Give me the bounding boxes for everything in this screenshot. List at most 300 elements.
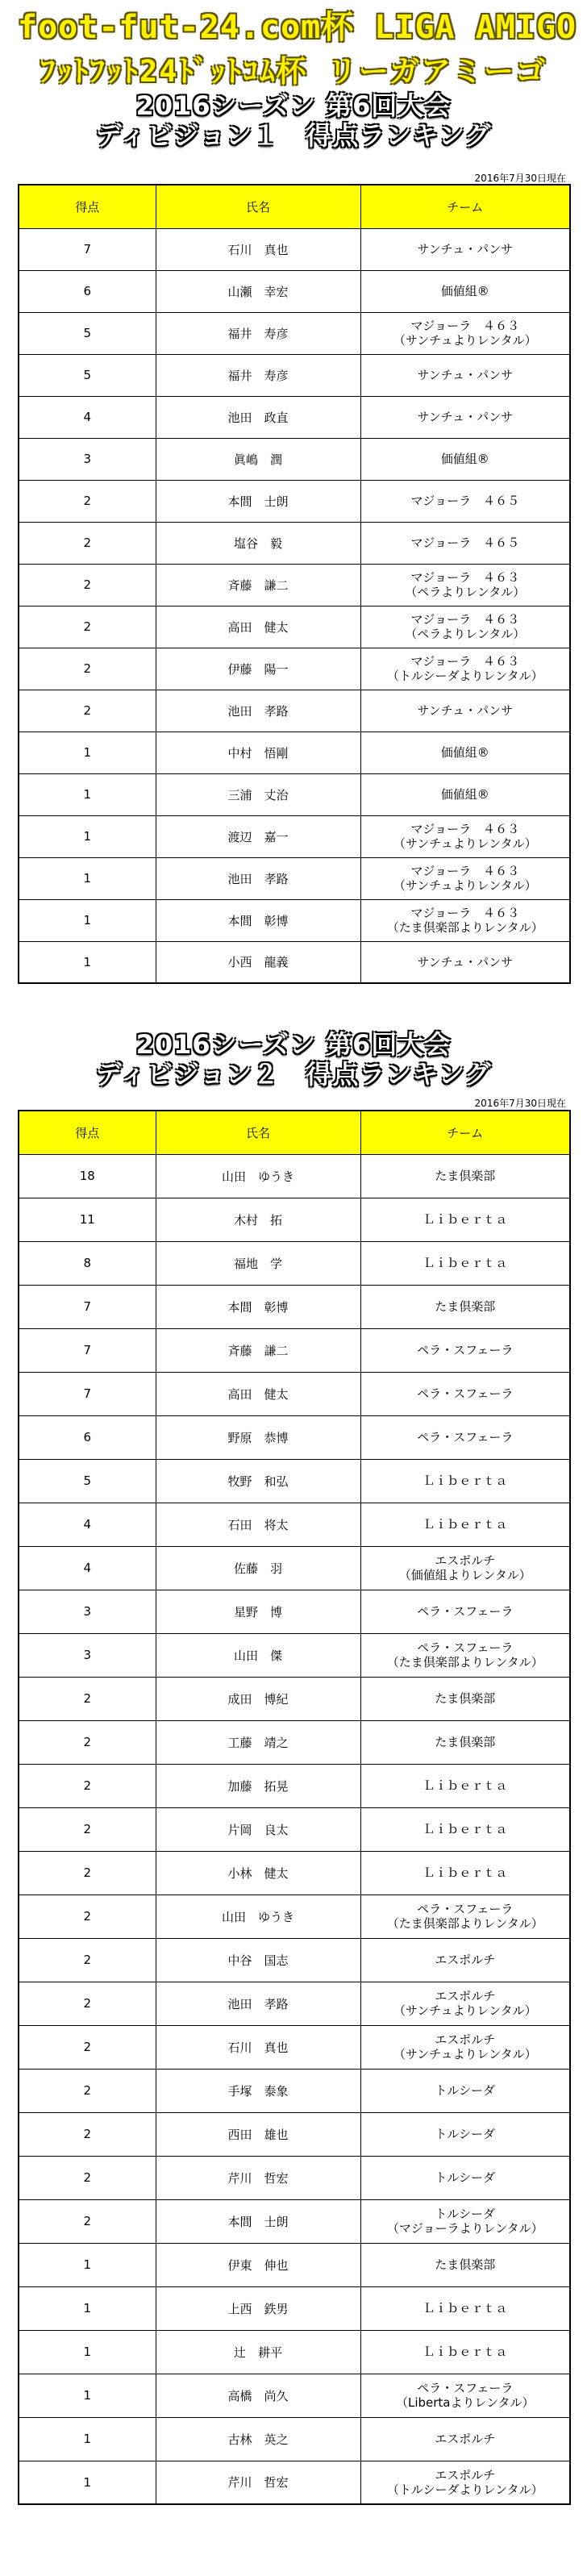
name-cell-text: 加藤 拓晃: [227, 1778, 289, 1794]
name-cell-text: 本間 彰博: [227, 1299, 289, 1315]
table-row: [19, 522, 570, 564]
team-cell: [360, 2025, 570, 2069]
name-cell: [156, 1807, 360, 1851]
team-cell-text: マジョーラ ４６３: [410, 612, 520, 627]
name-cell-text: 三浦 丈治: [227, 787, 289, 802]
team-cell: [360, 1241, 570, 1285]
name-cell: [156, 1982, 360, 2025]
name-cell-text: 池田 政直: [227, 410, 289, 425]
team-cell-text: エスポルチ: [435, 1989, 496, 2003]
team-cell: [360, 2199, 570, 2243]
points-cell-text: 2: [83, 1822, 92, 1836]
div2-table-body: [19, 1154, 570, 2504]
team-cell-text: エスポルチ: [435, 1953, 496, 1967]
team-cell-text: トルシーダ: [435, 2207, 496, 2221]
points-cell-text: 1: [83, 745, 92, 760]
name-cell: [156, 438, 360, 480]
table-row: [19, 1590, 570, 1633]
points-cell: [19, 1807, 156, 1851]
div2-title-ranking: ディビジョン２ 得点ランキング: [95, 1059, 492, 1090]
table-row: [19, 2286, 570, 2330]
team-cell-text: （価値組よりレンタル）: [398, 1568, 531, 1582]
points-cell-text: 1: [83, 913, 92, 927]
div2-title-season: 2016シーズン 第6回大会: [135, 1029, 452, 1060]
points-cell: [19, 2112, 156, 2156]
team-cell-text: たま倶楽部: [435, 1735, 496, 1749]
banner-title-kana: ﾌｯﾄﾌｯﾄ24ﾄﾞｯﾄｺﾑ杯 リーガアミーゴ: [40, 54, 547, 89]
name-cell-text: 星野 博: [233, 1604, 282, 1619]
team-cell: [360, 2156, 570, 2199]
points-cell: [19, 1285, 156, 1328]
points-cell: [19, 1459, 156, 1503]
points-cell-text: 2: [83, 661, 92, 676]
points-cell-text: 1: [83, 2301, 92, 2315]
table-row: [19, 815, 570, 857]
team-cell: [360, 1807, 570, 1851]
table-row: [19, 1851, 570, 1894]
points-cell: [19, 2417, 156, 2461]
points-cell-text: 5: [83, 368, 92, 382]
name-cell: [156, 1677, 360, 1720]
points-cell: [19, 1720, 156, 1764]
div2-ranking-table: [18, 1110, 571, 2505]
points-cell: [19, 564, 156, 606]
name-cell-text: 芹川 哲宏: [227, 2170, 289, 2186]
team-cell-text: （たま倶楽部よりレンタル）: [386, 920, 543, 935]
name-cell-text: 福井 寿彦: [227, 326, 289, 341]
team-cell: [360, 1851, 570, 1894]
points-cell: [19, 2374, 156, 2417]
table-row: [19, 2112, 570, 2156]
points-cell: [19, 899, 156, 941]
team-cell: [360, 2417, 570, 2461]
table-row: [19, 2243, 570, 2286]
team-cell: [360, 1720, 570, 1764]
name-cell-text: 伊東 伸也: [227, 2257, 289, 2273]
table-row: [19, 648, 570, 690]
name-cell: [156, 732, 360, 773]
team-cell-text: Ｌｉｂｅｒｔａ: [423, 1865, 508, 1880]
points-cell-text: 2: [83, 1735, 92, 1749]
points-cell-text: 2: [83, 619, 92, 634]
name-cell-text: 高橋 尚久: [227, 2388, 289, 2403]
team-cell-text: マジョーラ ４６３: [410, 654, 520, 669]
team-cell: [360, 270, 570, 312]
table-row: [19, 354, 570, 396]
team-cell-text: 価値組®: [440, 452, 489, 466]
points-cell: [19, 1503, 156, 1546]
table-row: [19, 2025, 570, 2069]
name-cell: [156, 2417, 360, 2461]
points-cell-text: 2: [83, 1865, 92, 1880]
team-cell: [360, 438, 570, 480]
points-cell: [19, 2199, 156, 2243]
name-cell-text: 石川 真也: [227, 2040, 289, 2055]
name-cell: [156, 564, 360, 606]
points-cell: [19, 2069, 156, 2112]
name-cell-text: 工藤 靖之: [227, 1735, 289, 1750]
team-cell: [360, 606, 570, 648]
name-cell: [156, 2069, 360, 2112]
name-cell-text: 牧野 和弘: [227, 1473, 289, 1489]
name-cell-text: 伊藤 陽一: [227, 661, 289, 677]
name-cell: [156, 1633, 360, 1677]
table-row: [19, 2417, 570, 2461]
points-cell-text: 2: [83, 1953, 92, 1967]
name-cell-text: 小林 健太: [227, 1865, 289, 1881]
table-row: [19, 2374, 570, 2417]
team-cell-text: （サンチュよりレンタル）: [393, 333, 537, 348]
points-cell-text: 3: [83, 1604, 92, 1619]
name-cell: [156, 606, 360, 648]
points-cell: [19, 606, 156, 648]
points-cell: [19, 857, 156, 899]
points-cell: [19, 1154, 156, 1198]
points-cell: [19, 815, 156, 857]
points-cell: [19, 396, 156, 438]
points-cell: [19, 2243, 156, 2286]
points-cell: [19, 522, 156, 564]
team-cell-text: Ｌｉｂｅｒｔａ: [423, 1778, 508, 1793]
table-row: [19, 732, 570, 773]
points-cell-text: 1: [83, 2257, 92, 2272]
name-cell: [156, 1546, 360, 1590]
name-cell-text: 山田 ゆうき: [221, 1909, 294, 1924]
points-cell: [19, 1241, 156, 1285]
table-row: [19, 1807, 570, 1851]
name-cell-text: 高田 健太: [227, 619, 289, 635]
points-cell: [19, 1633, 156, 1677]
points-cell: [19, 1198, 156, 1241]
table-row: [19, 396, 570, 438]
team-cell: [360, 2243, 570, 2286]
points-cell-text: 5: [83, 1473, 92, 1488]
team-cell: [360, 228, 570, 270]
team-cell: [360, 773, 570, 815]
team-cell-text: サンチュ・パンサ: [417, 703, 514, 718]
team-cell-text: （サンチュよりレンタル）: [393, 836, 537, 851]
table-row: [19, 270, 570, 312]
name-cell: [156, 2330, 360, 2374]
points-cell-text: 1: [83, 871, 92, 886]
table-row: [19, 2330, 570, 2374]
team-cell: [360, 941, 570, 983]
team-cell: [360, 857, 570, 899]
team-cell-text: マジョーラ ４６５: [410, 494, 520, 508]
points-cell: [19, 732, 156, 773]
name-cell: [156, 2461, 360, 2504]
team-cell: [360, 2069, 570, 2112]
name-cell-text: 古林 英之: [227, 2432, 289, 2447]
div1-as-of-date: 2016年7月30日現在: [474, 173, 566, 184]
team-cell-text: Ｌｉｂｅｒｔａ: [423, 1256, 508, 1270]
points-cell: [19, 1415, 156, 1459]
table-row: [19, 1982, 570, 2025]
points-cell-text: 2: [83, 1778, 92, 1793]
name-cell-text: 本間 彰博: [227, 913, 289, 928]
team-cell: [360, 1633, 570, 1677]
name-cell: [156, 941, 360, 983]
points-cell: [19, 270, 156, 312]
name-cell: [156, 2025, 360, 2069]
points-cell: [19, 773, 156, 815]
table-row: [19, 941, 570, 983]
name-cell-text: 辻 耕平: [233, 2345, 282, 2360]
header-name: 氏名: [156, 185, 360, 228]
name-cell: [156, 2243, 360, 2286]
points-cell-text: 2: [83, 703, 92, 718]
team-cell: [360, 1982, 570, 2025]
table-row: [19, 1415, 570, 1459]
points-cell-text: 7: [83, 242, 92, 256]
banner-title-latin: foot-fut-24.com杯 LIGA AMIGO: [18, 9, 577, 46]
team-cell-text: （サンチュよりレンタル）: [393, 878, 537, 893]
name-cell: [156, 1503, 360, 1546]
team-cell: [360, 690, 570, 732]
name-cell: [156, 1851, 360, 1894]
points-cell-text: 6: [83, 284, 92, 298]
table-row: [19, 1328, 570, 1372]
name-cell: [156, 1198, 360, 1241]
name-cell-text: 斉藤 謙二: [227, 1343, 289, 1358]
team-cell-text: （トルシーダよりレンタル）: [386, 2482, 543, 2497]
name-cell-text: 高田 健太: [227, 1386, 289, 1402]
team-cell-text: Ｌｉｂｅｒｔａ: [423, 2301, 508, 2315]
table-row: [19, 773, 570, 815]
name-cell: [156, 1154, 360, 1198]
team-cell: [360, 1503, 570, 1546]
points-cell: [19, 2286, 156, 2330]
name-cell-text: 塩谷 毅: [233, 536, 282, 551]
team-cell-text: サンチュ・パンサ: [417, 954, 514, 969]
team-cell-text: （ペラよりレンタル）: [405, 585, 526, 599]
table-row: [19, 1241, 570, 1285]
name-cell-text: 小西 龍義: [227, 955, 289, 970]
table-row: [19, 1285, 570, 1328]
name-cell: [156, 1459, 360, 1503]
name-cell: [156, 1415, 360, 1459]
team-cell: [360, 2112, 570, 2156]
points-cell: [19, 1590, 156, 1633]
team-cell-text: マジョーラ ４６３: [410, 570, 520, 585]
table-row: [19, 690, 570, 732]
table-row: [19, 1938, 570, 1982]
points-cell-text: 1: [83, 2432, 92, 2446]
team-cell-text: （トルシーダよりレンタル）: [386, 669, 543, 683]
points-cell: [19, 1894, 156, 1938]
points-cell-text: 2: [83, 494, 92, 508]
points-cell-text: 2: [83, 577, 92, 592]
name-cell: [156, 2112, 360, 2156]
name-cell: [156, 1241, 360, 1285]
name-cell: [156, 648, 360, 690]
table-row: [19, 1372, 570, 1415]
table-row: [19, 2199, 570, 2243]
points-cell-text: 4: [83, 1561, 92, 1575]
points-cell: [19, 228, 156, 270]
team-cell: [360, 1764, 570, 1807]
table-row: [19, 1154, 570, 1198]
name-cell-text: 成田 博紀: [227, 1691, 289, 1707]
name-cell-text: 佐藤 羽: [233, 1561, 282, 1576]
name-cell: [156, 1328, 360, 1372]
team-cell: [360, 396, 570, 438]
name-cell: [156, 1764, 360, 1807]
table-row: [19, 2069, 570, 2112]
team-cell-text: 価値組®: [440, 745, 489, 760]
team-cell-text: たま倶楽部: [435, 1691, 496, 1706]
points-cell-text: 1: [83, 2345, 92, 2359]
points-cell-text: 2: [83, 2170, 92, 2185]
team-cell: [360, 1198, 570, 1241]
name-cell: [156, 1590, 360, 1633]
name-cell: [156, 354, 360, 396]
name-cell: [156, 690, 360, 732]
team-cell-text: 価値組®: [440, 787, 489, 802]
team-cell: [360, 1328, 570, 1372]
name-cell: [156, 228, 360, 270]
points-cell: [19, 438, 156, 480]
name-cell-text: 中村 悟剛: [227, 745, 289, 761]
points-cell-text: 7: [83, 1299, 92, 1314]
team-cell-text: エスポルチ: [435, 2467, 496, 2482]
team-cell-text: サンチュ・パンサ: [417, 410, 514, 424]
points-cell-text: 5: [83, 326, 92, 340]
team-cell: [360, 2286, 570, 2330]
team-cell: [360, 1415, 570, 1459]
team-cell-text: ペラ・スフェーラ: [417, 1343, 514, 1357]
name-cell-text: 斉藤 謙二: [227, 577, 289, 593]
table-row: [19, 312, 570, 354]
name-cell: [156, 480, 360, 522]
name-cell: [156, 1285, 360, 1328]
header-points: 得点: [19, 185, 156, 228]
points-cell: [19, 480, 156, 522]
name-cell: [156, 1938, 360, 1982]
points-cell-text: 7: [83, 1343, 92, 1357]
points-cell-text: 2: [83, 2214, 92, 2228]
points-cell-text: 2: [83, 2040, 92, 2054]
name-cell: [156, 2156, 360, 2199]
header-points: 得点: [19, 1111, 156, 1154]
points-cell: [19, 2461, 156, 2504]
name-cell: [156, 773, 360, 815]
team-cell-text: （サンチュよりレンタル）: [393, 2047, 537, 2061]
points-cell: [19, 354, 156, 396]
points-cell-text: 2: [83, 1909, 92, 1924]
name-cell-text: 福地 学: [233, 1256, 282, 1271]
table-row: [19, 1764, 570, 1807]
table-row: [19, 480, 570, 522]
name-cell-text: 池田 孝路: [227, 703, 289, 719]
name-cell-text: 木村 拓: [233, 1212, 282, 1228]
team-cell-text: ペラ・スフェーラ: [417, 1902, 514, 1916]
team-cell-text: エスポルチ: [435, 2432, 496, 2446]
name-cell-text: 山田 ゆうき: [221, 1169, 294, 1184]
points-cell-text: 2: [83, 2127, 92, 2141]
team-cell-text: マジョーラ ４６３: [410, 319, 520, 333]
points-cell-text: 2: [83, 2083, 92, 2098]
points-cell: [19, 1982, 156, 2025]
team-cell: [360, 1546, 570, 1590]
team-cell-text: マジョーラ ４６３: [410, 864, 520, 878]
name-cell-text: 池田 孝路: [227, 1996, 289, 2011]
name-cell-text: 西田 雄也: [227, 2127, 289, 2142]
name-cell-text: 山瀬 幸宏: [227, 284, 289, 299]
points-cell: [19, 2156, 156, 2199]
team-cell-text: （Libertaよりレンタル）: [395, 2395, 535, 2410]
name-cell-text: 手塚 泰象: [227, 2083, 289, 2099]
name-cell-text: 石田 将太: [227, 1517, 289, 1532]
div1-ranking-table: [18, 184, 571, 984]
div1-title-ranking: ディビジョン１ 得点ランキング: [95, 120, 492, 151]
div2-as-of-date: 2016年7月30日現在: [474, 1098, 566, 1109]
team-cell-text: マジョーラ ４６３: [410, 822, 520, 836]
points-cell: [19, 2025, 156, 2069]
team-cell-text: Ｌｉｂｅｒｔａ: [423, 1517, 508, 1532]
team-cell: [360, 1938, 570, 1982]
team-cell-text: エスポルチ: [435, 1553, 496, 1568]
team-cell: [360, 1285, 570, 1328]
team-cell-text: トルシーダ: [435, 2127, 496, 2141]
table-row: [19, 1546, 570, 1590]
name-cell-text: 石川 真也: [227, 242, 289, 257]
team-cell: [360, 2461, 570, 2504]
team-cell-text: ペラ・スフェーラ: [417, 1604, 514, 1619]
team-cell-text: サンチュ・パンサ: [417, 368, 514, 382]
table-row: [19, 1633, 570, 1677]
table-row: [19, 2461, 570, 2504]
team-cell-text: （たま倶楽部よりレンタル）: [386, 1655, 543, 1669]
points-cell: [19, 1938, 156, 1982]
points-cell-text: 1: [83, 954, 92, 969]
table-row: [19, 228, 570, 270]
team-cell-text: たま倶楽部: [435, 1169, 496, 1183]
team-cell-text: マジョーラ ４６５: [410, 536, 520, 550]
points-cell: [19, 1372, 156, 1415]
header-team: チーム: [360, 185, 570, 228]
team-cell: [360, 354, 570, 396]
name-cell-text: 池田 孝路: [227, 871, 289, 886]
table-row: [19, 1894, 570, 1938]
name-cell: [156, 1372, 360, 1415]
points-cell: [19, 648, 156, 690]
points-cell: [19, 312, 156, 354]
team-cell: [360, 2330, 570, 2374]
name-cell-text: 野原 恭博: [227, 1430, 289, 1445]
team-cell-text: たま倶楽部: [435, 2257, 496, 2272]
team-cell: [360, 648, 570, 690]
table-row: [19, 438, 570, 480]
name-cell-text: 山田 傑: [233, 1648, 282, 1663]
header-name: 氏名: [156, 1111, 360, 1154]
team-cell: [360, 312, 570, 354]
team-cell-text: トルシーダ: [435, 2083, 496, 2098]
div1-table-body: [19, 228, 570, 983]
team-cell: [360, 1459, 570, 1503]
name-cell: [156, 1894, 360, 1938]
team-cell-text: ペラ・スフェーラ: [417, 1430, 514, 1444]
points-cell: [19, 1546, 156, 1590]
name-cell: [156, 312, 360, 354]
points-cell: [19, 1328, 156, 1372]
name-cell: [156, 899, 360, 941]
team-cell-text: エスポルチ: [435, 2032, 496, 2047]
name-cell-text: 渡辺 嘉一: [227, 829, 289, 844]
team-cell-text: たま倶楽部: [435, 1299, 496, 1314]
points-cell-text: 1: [83, 829, 92, 844]
team-cell: [360, 564, 570, 606]
